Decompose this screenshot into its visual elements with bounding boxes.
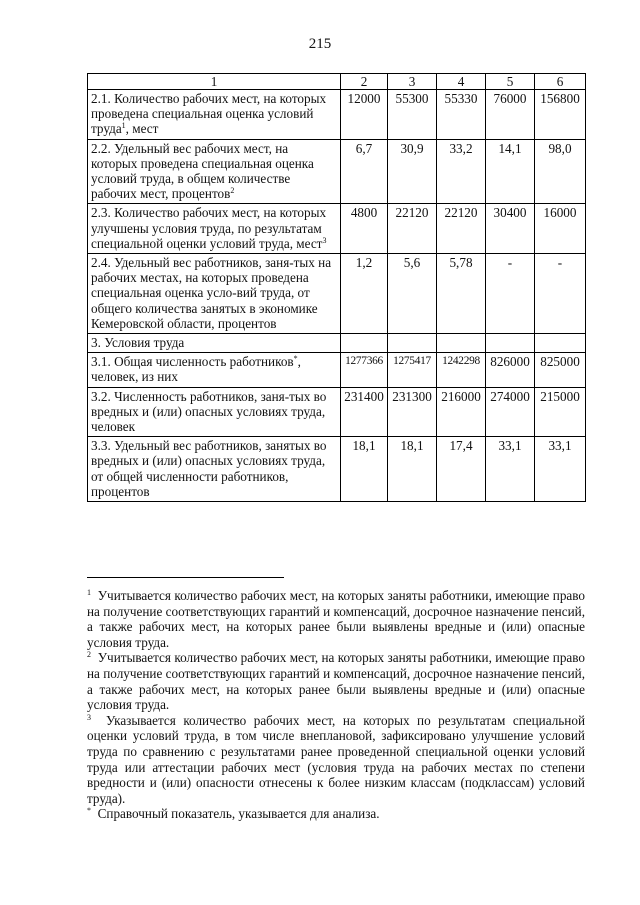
row-label — [88, 204, 341, 254]
row-label-text: 3.2. Численность работников, заня-тых во вредных и (или) опасных условиях труда, человек — [91, 388, 327, 435]
table-cell: 274000 — [486, 387, 535, 437]
table-cell: 5,6 — [388, 254, 437, 334]
row-label-text: 2.1. Количество рабочих мест, на которых проведена специальная оценка условий труда — [91, 91, 327, 137]
table-row — [88, 387, 586, 437]
table-cell: 231400 — [341, 387, 388, 437]
table-cell: 98,0 — [535, 139, 586, 204]
table-cell: 33,1 — [486, 437, 535, 502]
table-cell: - — [486, 254, 535, 334]
table-cell: 4800 — [341, 204, 388, 254]
table-row — [88, 353, 586, 387]
table-cell — [437, 334, 486, 353]
table-cell: 30,9 — [388, 139, 437, 204]
table-cell: 55330 — [437, 90, 486, 140]
row-label — [88, 254, 341, 334]
column-header: 2 — [341, 74, 388, 90]
table-cell: 30400 — [486, 204, 535, 254]
footnotes — [87, 588, 585, 822]
table-cell: - — [535, 254, 586, 334]
footnote-mark: * — [87, 806, 91, 816]
row-label — [88, 139, 341, 204]
footnote-text: Справочный показатель, указывается для анализа. — [97, 806, 380, 822]
row-label-text: 2.3. Количество рабочих мест, на которых улучшены условия труда, по результатам специальной оценки условий труда, мест — [91, 205, 327, 251]
footnote-mark: 3 — [87, 712, 91, 722]
column-header: 3 — [388, 74, 437, 90]
table-row — [88, 139, 586, 204]
footnote-text: Учитывается количество рабочих мест, на которых заняты работники, имеющие право на получение соответствующих гарантий и компенсаций, досрочное назначение пенсий, а также рабочих мест, на которых ранее были выявлены вредные и (или) опасные условия труда. — [87, 588, 586, 650]
table-cell: 18,1 — [388, 437, 437, 502]
table-cell: 33,1 — [535, 437, 586, 502]
table-cell: 826000 — [486, 353, 535, 387]
row-label-tail: , мест — [125, 121, 159, 137]
table-cell: 6,7 — [341, 139, 388, 204]
footnote-separator — [87, 577, 284, 578]
table-cell: 156800 — [535, 90, 586, 140]
page-number: 215 — [308, 36, 332, 52]
table-cell: 1,2 — [341, 254, 388, 334]
table-body — [88, 90, 586, 502]
table-cell: 55300 — [388, 90, 437, 140]
row-label-tail: , человек, из них — [91, 354, 301, 385]
table-cell: 216000 — [437, 387, 486, 437]
footnote — [87, 588, 585, 650]
indicators-table — [87, 73, 586, 502]
table-row — [88, 254, 586, 334]
table-row — [88, 90, 586, 140]
table-cell: 17,4 — [437, 437, 486, 502]
table-cell: 12000 — [341, 90, 388, 140]
footnote-text: Учитывается количество рабочих мест, на которых заняты работники, имеющие право на получение соответствующих гарантий и компенсаций, досрочное назначение пенсий, а также рабочих мест, на которых ранее были выявлены вредные и (или) опасные условия труда. — [87, 650, 586, 713]
footnote — [87, 650, 585, 712]
footnote-mark: 3 — [322, 235, 327, 245]
table-row — [88, 204, 586, 254]
footnote-mark: * — [293, 354, 298, 364]
footnote — [87, 806, 585, 822]
row-label — [88, 90, 341, 140]
footnote-mark: 2 — [87, 650, 91, 660]
table-row — [88, 334, 586, 353]
column-header: 1 — [88, 74, 341, 90]
row-label-text: 3.1. Общая численность работников — [91, 354, 294, 370]
table-row — [88, 437, 586, 502]
row-label-text: 2.2. Удельный вес рабочих мест, на которых проведена специальная оценка условий труда, в общем количестве рабочих мест, процентов — [91, 140, 314, 202]
table-header-row — [88, 74, 586, 90]
footnote-mark: 1 — [121, 121, 126, 131]
table-cell — [341, 334, 388, 353]
row-label-text: 2.4. Удельный вес работников, заня-тых на рабочих местах, на которых проведена специальная оценка усло-вий труда, от общего количества занятых в экономике Кемеровской области, процентов — [91, 255, 332, 331]
table-cell: 1277366 — [341, 353, 388, 387]
row-label — [88, 353, 341, 387]
footnote-mark: 2 — [230, 186, 235, 196]
table-cell: 16000 — [535, 204, 586, 254]
table-cell: 14,1 — [486, 139, 535, 204]
table-cell: 22120 — [437, 204, 486, 254]
table-cell: 1242298 — [437, 353, 486, 387]
footnote — [87, 713, 585, 807]
row-label — [88, 387, 341, 437]
row-label-text: 3.3. Удельный вес работников, занятых во вредных и (или) опасных условиях труда, от общей численности работников, процентов — [91, 438, 327, 499]
table-cell: 22120 — [388, 204, 437, 254]
table-cell: 33,2 — [437, 139, 486, 204]
row-label — [88, 334, 341, 353]
table-cell: 5,78 — [437, 254, 486, 334]
table-cell — [486, 334, 535, 353]
row-label-text: 3. Условия труда — [91, 335, 185, 351]
table-cell: 231300 — [388, 387, 437, 437]
column-header: 4 — [437, 74, 486, 90]
table-cell: 825000 — [535, 353, 586, 387]
footnote-mark: 1 — [87, 588, 91, 597]
table-cell: 1275417 — [388, 353, 437, 387]
column-header: 6 — [535, 74, 586, 90]
column-header: 5 — [486, 74, 535, 90]
table-cell: 18,1 — [341, 437, 388, 502]
row-label — [88, 437, 341, 502]
table-cell — [535, 334, 586, 353]
table-cell — [388, 334, 437, 353]
table-cell: 76000 — [486, 90, 535, 140]
footnote-text: Указывается количество рабочих мест, на которых по результатам специальной оценки условий труда, в том числе внеплановой, зафиксировано улучшение условий труда по сравнению с результатами ранее проведенной специальной оценки условий труда или аттестации рабочих мест (условия труда на рабочих местах по степени вредности и (или) опасности отнесены к более низким классам (подклассам) условий труда). — [87, 712, 585, 806]
table-cell: 215000 — [535, 387, 586, 437]
